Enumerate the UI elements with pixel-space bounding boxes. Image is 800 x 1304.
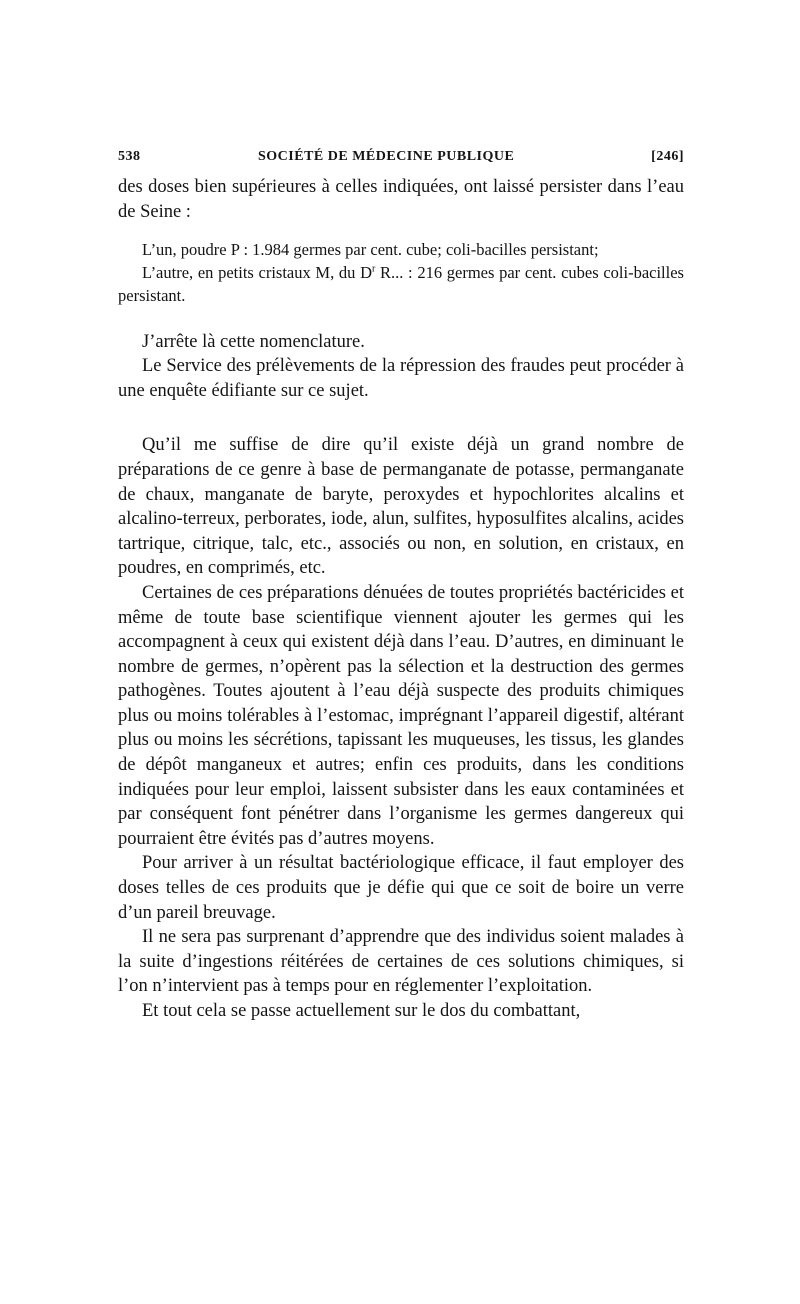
paragraph-3: Qu’il me suffise de dire qu’il existe déjà un grand nombre de préparations de ce genre à base de permanganate de potasse, permanganate de chaux, manganate de baryte, peroxydes et hypochlorites alcalins et alcalino-terreux, perborates, iode, alun, sulfites, hyposulfites alcalins, acides tartrique, citrique, talc, etc., associés ou non, en solution, en cristaux, en poudres, en comprimés, etc. bbox=[118, 435, 684, 579]
document-page bbox=[118, 145, 684, 1024]
paragraph-2: Le Service des prélèvements de la répression des fraudes peut procéder à une enquête édifiante sur ce sujet. bbox=[118, 356, 684, 401]
paragraph-1: J’arrête là cette nomenclature. bbox=[142, 331, 365, 352]
page-number: 538 bbox=[118, 149, 141, 164]
paragraph-5: Pour arriver à un résultat bactériologique efficace, il faut employer des doses telles de ces produits que je défie qui que ce soit de boire un verre d’un pareil breuvage. bbox=[118, 853, 684, 923]
paragraph-7: Et tout cela se passe actuellement sur le dos du combattant, bbox=[142, 1001, 581, 1022]
results-list bbox=[118, 239, 684, 307]
result-item-1: L’un, poudre P : 1.984 germes par cent. cube; coli-bacilles persistant; bbox=[142, 240, 599, 260]
paragraph-6: Il ne sera pas surprenant d’apprendre que des individus soient malades à la suite d’ingestions réitérées de certaines de ces solutions chimiques, si l’on n’intervient pas à temps pour en réglementer l’exploitation. bbox=[118, 927, 684, 997]
page-reference: [246] bbox=[651, 149, 684, 164]
running-header bbox=[118, 145, 684, 175]
result-item-2-end: R... : 216 germes par cent. cubes coli-bacilles persistant. bbox=[118, 262, 684, 305]
running-title: SOCIÉTÉ DE MÉDECINE PUBLIQUE bbox=[258, 149, 515, 164]
result-item-2-start: L’autre, en petits cristaux M, du D bbox=[142, 262, 372, 282]
result-item-2 bbox=[118, 262, 684, 308]
paragraph-4: Certaines de ces préparations dénuées de toutes propriétés bactéricides et même de toute base scientifique viennent ajouter les germes qui les accompagnent à ceux qui existent déjà dans l’eau. D’autres, en diminuant le nombre de germes, n’opèrent pas la sélection et la destruction des germes pathogènes. Toutes ajoutent à l’eau déjà suspecte des produits chimiques plus ou moins tolérables à l’estomac, imprégnant l’appareil digestif, altérant plus ou moins les sécrétions, tapissant les muqueuses, les tissus, les glandes de dépôt manganeux et autres; enfin ces produits, dans les conditions indiquées pour leur emploi, laissent subsister dans les eaux contaminées et par conséquent font pénétrer dans l’organisme les germes dangereux qui pourraient être évités pas d’autres moyens. bbox=[118, 582, 684, 849]
result-item-2-superscript: r bbox=[371, 263, 376, 275]
intro-paragraph: des doses bien supérieures à celles indiquées, ont laissé persister dans l’eau de Seine : bbox=[118, 177, 684, 222]
